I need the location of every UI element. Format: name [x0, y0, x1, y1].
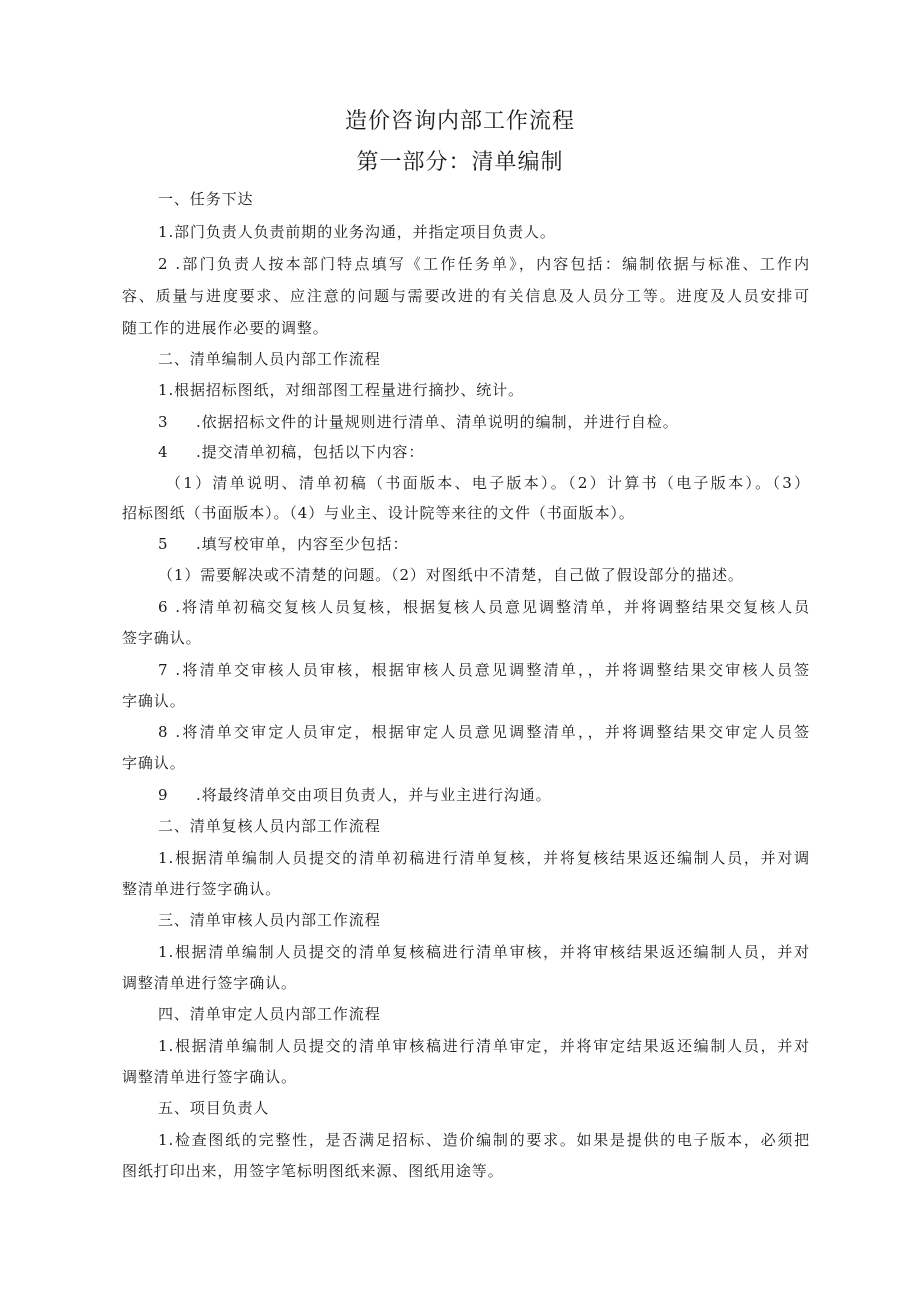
document-title: 造价咨询内部工作流程	[344, 109, 575, 134]
document-subtitle: 第一部分：清单编制	[356, 150, 564, 175]
document-page: 造价咨询内部工作流程 第一部分：清单编制 一、任务下达 1.部门负责人负责前期的业务沟通，并指定项目负责人。 2 .部门负责人按本部门特点填写《工作任务单》，内容包括：编制依据与标准、工作内 容、质量与进度要求、应注意的问题与需要改进的有关信息及人员分工等。进度及人员安排可 随工作的进展作必要的调整。 二、清单编制人员内部工作流程 1.根据招标图纸，对细部图工程量进行摘抄、统计。 3 .依据招标文件的计量规则进行清单、清单说明的编制，并进行自检。 4 .提交清单初稿，包括以下内容： （1）清单说明、清单初稿（书面版本、电子版本）。（2）计算书（电子版本）。（3） 招标图纸（书面版本）。（4）与业主、设计院等来往的文件（书面版本）。 5 .填写校审单，内容至少包括： （1）需要解决或不清楚的问题。（2）对图纸中不清楚，自己做了假设部分的描述。 6 .将清单初稿交复核人员复核，根据复核人员意见调整清单，并将调整结果交复核人员 签字确认。 7 .将清单交审核人员审核，根据审核人员意见调整清单，，并将调整结果交审核人员签 字确认。 8 .将清单交审定人员审定，根据审定人员意见调整清单，，并将调整结果交审定人员签 字确认。 9 .将最终清单交由项目负责人，并与业主进行沟通。 二、清单复核人员内部工作流程 1.根据清单编制人员提交的清单初稿进行清单复核，并将复核结果返还编制人员，并对调 整清单进行签字确认。 三、清单审核人员内部工作流程 1.根据清单编制人员提交的清单复核稿进行清单审核，并将审核结果返还编制人员，并对 调整清单进行签字确认。 四、清单审定人员内部工作流程 1.根据清单编制人员提交的清单审核稿进行清单审定，并将审定结果返还编制人员，并对 调整清单进行签字确认。 五、项目负责人 1.检查图纸的完整性，是否满足招标、造价编制的要求。如果是提供的电子版本，必须把 图纸打印出来，用签字笔标明图纸来源、图纸用途等。	[0, 0, 920, 1301]
